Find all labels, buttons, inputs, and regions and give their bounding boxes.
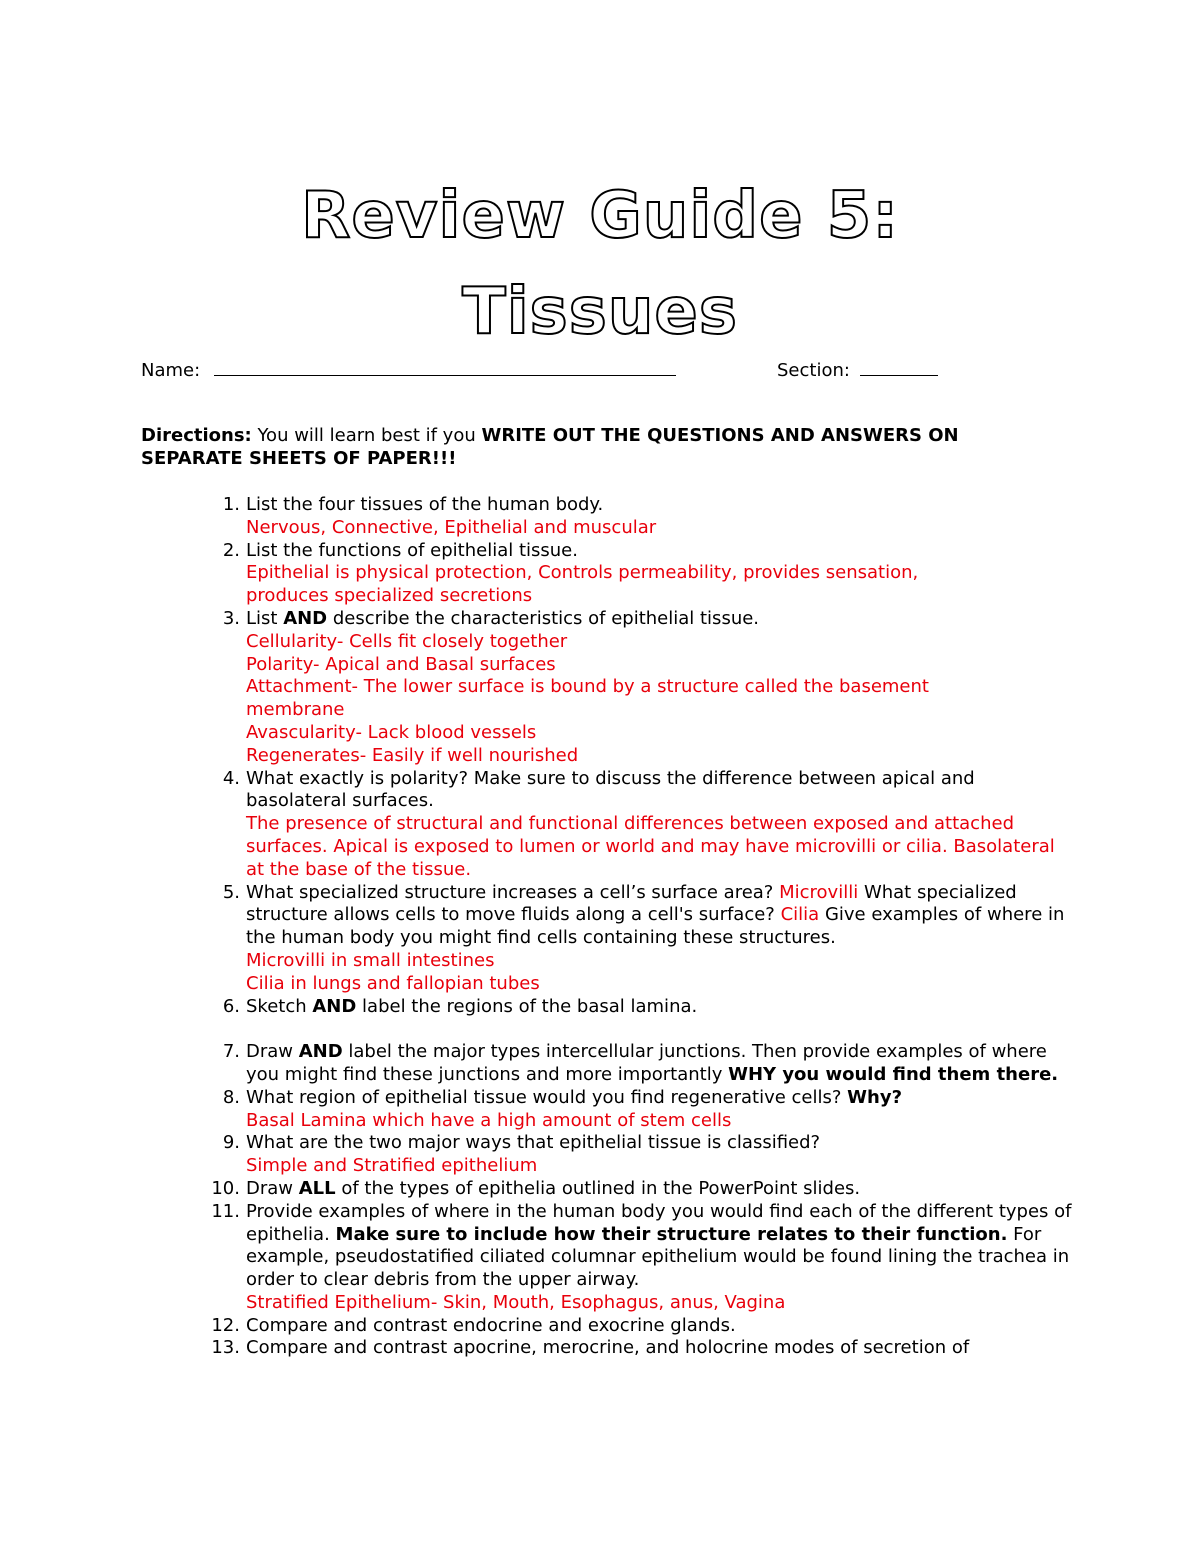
name-field[interactable] — [214, 356, 676, 376]
question-item — [0, 1087, 1076, 1133]
directions — [141, 424, 1061, 470]
question-number: 5. — [222, 881, 240, 903]
question-text: What are the two major ways that epithelial tissue is classified? — [246, 1132, 821, 1154]
question-number: 12. — [211, 1314, 240, 1336]
question-number: 8. — [222, 1086, 240, 1108]
question-item — [0, 494, 1076, 540]
question-item — [0, 996, 1076, 1019]
question-number: 4. — [222, 767, 240, 789]
answer-text: Regenerates- Easily if well nourished — [246, 744, 579, 766]
answer-text: Basal Lamina which have a high amount of stem cells — [246, 1109, 732, 1131]
question-text: What specialized structure increases a cell’s surface area? Microvilli What specialized structure allows cells to move fluids along a cell's surface? Cilia Give examples of where in the human body you might find cells containing these structures. — [246, 881, 1065, 949]
question-number: 7. — [222, 1041, 240, 1063]
question-item — [0, 1315, 1076, 1338]
question-item — [0, 540, 1076, 608]
answer-text: Cilia in lungs and fallopian tubes — [246, 972, 540, 994]
answer-text: Stratified Epithelium- Skin, Mouth, Esophagus, anus, Vagina — [246, 1291, 786, 1313]
question-number: 1. — [222, 494, 240, 515]
directions-text: You will learn best if you — [251, 425, 482, 446]
question-item — [0, 1178, 1076, 1201]
page-title-line-2: Tissues — [462, 275, 738, 349]
answer-text: Avascularity- Lack blood vessels — [246, 721, 537, 743]
section-label: Section: — [777, 360, 850, 381]
question-list — [0, 494, 1200, 1360]
question-text: Compare and contrast endocrine and exocrine glands. — [246, 1314, 736, 1336]
question-text: Compare and contrast apocrine, merocrine, and holocrine modes of secretion of — [246, 1337, 970, 1359]
question-item — [0, 882, 1076, 996]
question-number: 11. — [211, 1200, 240, 1222]
question-text: List the functions of epithelial tissue. — [246, 539, 578, 561]
question-text: Draw AND label the major types intercellular junctions. Then provide examples of where you might find these junctions and more importantly WHY you would find them there. — [246, 1041, 1059, 1085]
question-number: 9. — [222, 1132, 240, 1154]
name-section-row — [141, 356, 1041, 384]
answer-text: Attachment- The lower surface is bound by a structure called the basement membrane — [246, 676, 929, 721]
question-number: 2. — [222, 539, 240, 561]
answer-text: The presence of structural and functional differences between exposed and attached surfaces. Apical is exposed to lumen or world and may have microvilli or cilia. Basolateral at the base of the tissue. — [246, 813, 1055, 880]
question-text: Provide examples of where in the human body you would find each of the different types of epithelia. Make sure to include how their structure relates to their function. For example, pseudostatified ciliated columnar epithelium would be found lining the trachea in order to clear debris from the upper airway. — [246, 1200, 1072, 1291]
directions-emphasis: WRITE OUT THE QUESTIONS AND ANSWERS ON SEPARATE SHEETS OF PAPER!!! — [141, 425, 959, 469]
question-text: Draw ALL of the types of epithelia outlined in the PowerPoint slides. — [246, 1177, 861, 1199]
question-number: 3. — [222, 607, 240, 629]
answer-text: Nervous, Connective, Epithelial and muscular — [246, 516, 657, 538]
answer-text: Cellularity- Cells fit closely together — [246, 630, 568, 652]
question-text: What region of epithelial tissue would you find regenerative cells? Why? — [246, 1086, 903, 1108]
question-text: Sketch AND label the regions of the basal lamina. — [246, 995, 698, 1017]
question-text: List AND describe the characteristics of epithelial tissue. — [246, 607, 760, 629]
question-item — [0, 768, 1076, 882]
question-text: List the four tissues of the human body. — [246, 494, 604, 515]
question-number: 6. — [222, 995, 240, 1017]
question-item — [0, 608, 1076, 768]
question-item — [0, 1337, 1076, 1360]
section-field[interactable] — [860, 356, 938, 376]
question-item — [0, 1041, 1076, 1087]
answer-text: Simple and Stratified epithelium — [246, 1155, 538, 1177]
question-item — [0, 1201, 1076, 1315]
answer-text: Epithelial is physical protection, Controls permeability, provides sensation, produces specialized secretions — [246, 562, 919, 607]
answer-text: Microvilli in small intestines — [246, 949, 495, 971]
name-label: Name: — [141, 360, 201, 381]
question-item — [0, 1132, 1076, 1178]
answer-text: Polarity- Apical and Basal surfaces — [246, 653, 556, 675]
directions-label: Directions: — [141, 425, 252, 446]
question-number: 13. — [211, 1337, 240, 1359]
page-title-line-1: Review Guide 5: — [301, 179, 899, 253]
question-number: 10. — [211, 1177, 240, 1199]
question-text: What exactly is polarity? Make sure to discuss the difference between apical and basolateral surfaces. — [246, 767, 975, 812]
